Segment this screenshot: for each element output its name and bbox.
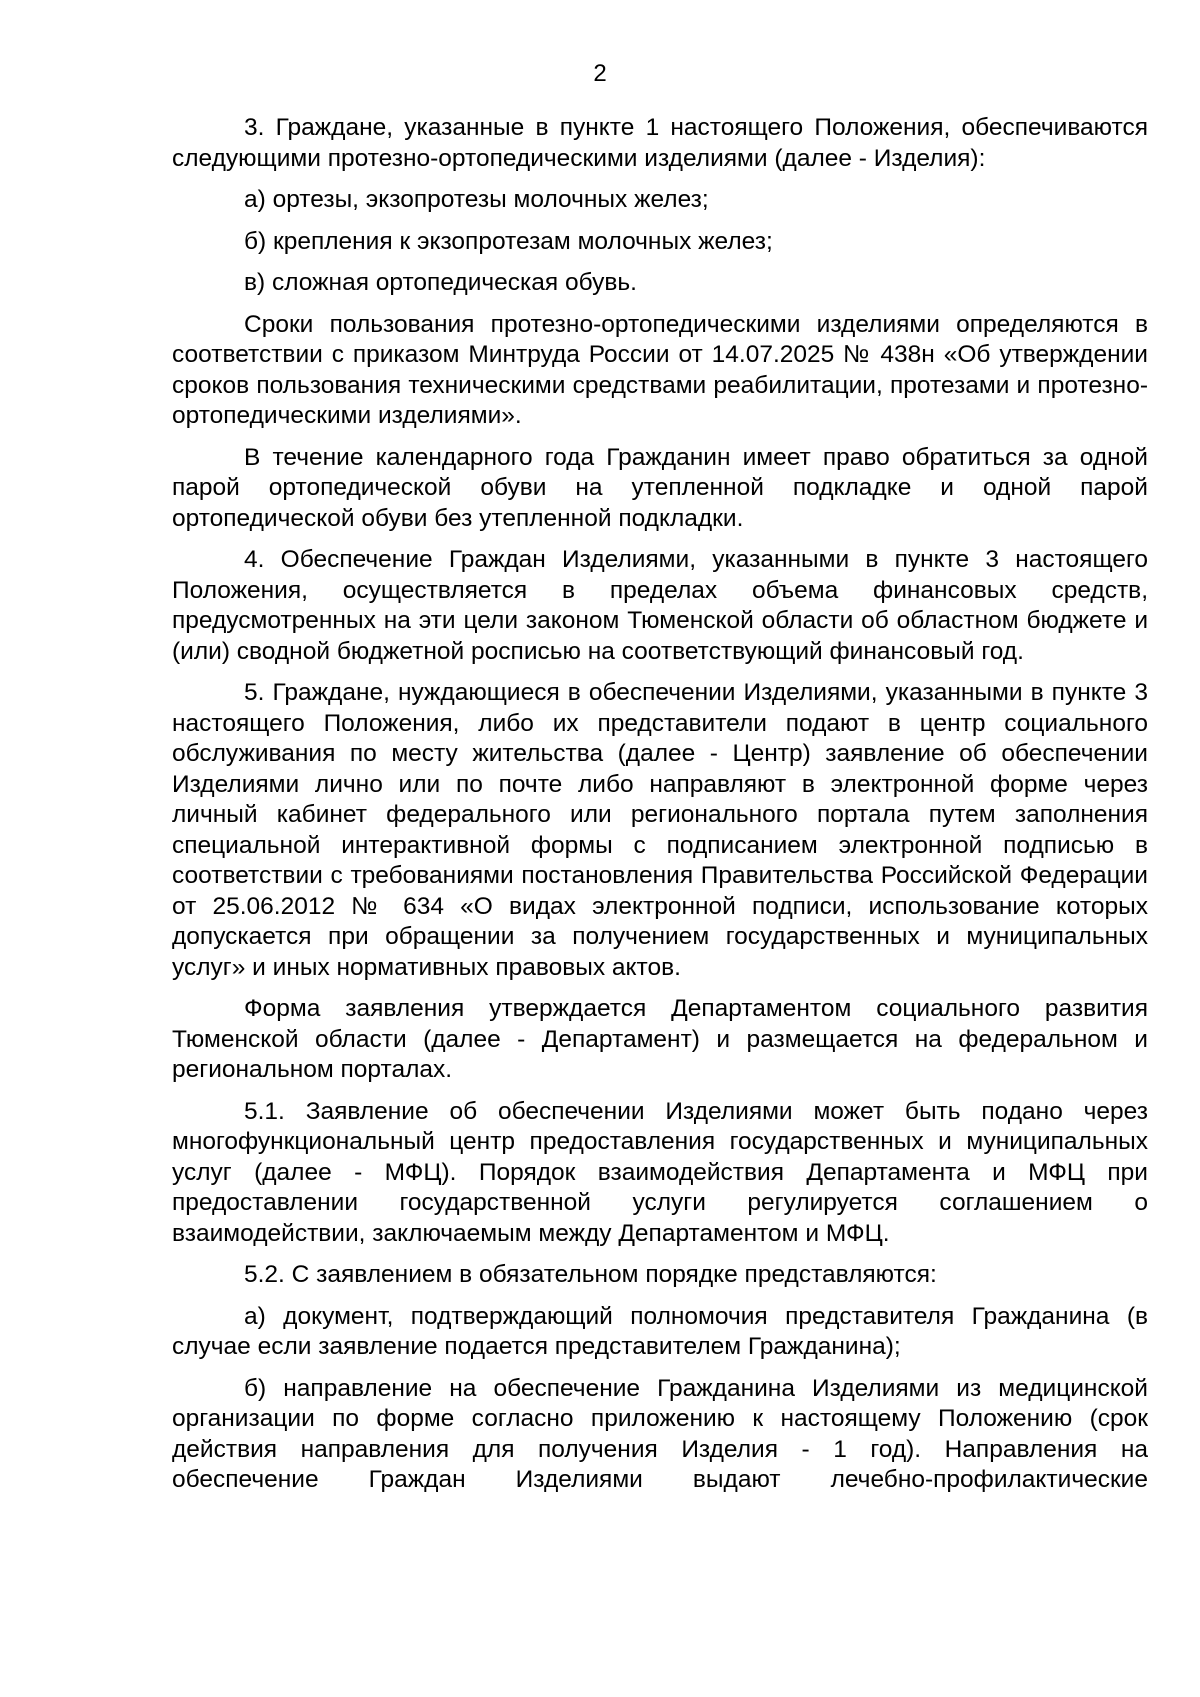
paragraph-item-5-2: 5.2. С заявлением в обязательном порядке представляются: xyxy=(244,1261,937,1288)
paragraph-application-form: Форма заявления утверждается Департаментом социального развития Тюменской области (далее - Департамент) и размещается на федеральном и региональном порталах. xyxy=(172,995,1148,1083)
paragraph-item-3: 3. Граждане, указанные в пункте 1 настоящего Положения, обеспечиваются следующими протезно-ортопедическими изделиями (далее - Изделия): xyxy=(172,114,1148,172)
list-item-a: а) ортезы, экзопротезы молочных желез; xyxy=(244,186,709,213)
document-body xyxy=(172,113,1148,1507)
paragraph-usage-terms: Сроки пользования протезно-ортопедическими изделиями определяются в соответствии с приказом Минтруда России от 14.07.2025 № 438н «Об утверждении сроков пользования техническими средствами реабилитации, протезами и протезно-ортопедическими изделиями». xyxy=(172,310,1148,429)
paragraph-calendar-year: В течение календарного года Гражданин имеет право обратиться за одной парой ортопедической обуви на утепленной подкладке и одной парой ортопедической обуви без утепленной подкладки. xyxy=(172,443,1148,532)
paragraph-item-5: 5. Граждане, нуждающиеся в обеспечении Изделиями, указанными в пункте 3 настоящего Положения, либо их представители подают в центр социального обслуживания по месту жительства (далее - Центр) заявление об обеспечении Изделиями лично или по почте либо направляют в электронной форме через личный кабинет федерального или регионального портала путем заполнения специальной интерактивной формы с подписанием электронной подписью в соответствии с требованиями постановления Правительства Российской Федерации от 25.06.2012 № 634 «О видах электронной подписи, использование которых допускается при обращении за получением государственных и муниципальных услуг» и иных нормативных правовых актов. xyxy=(172,679,1148,981)
list-item-5-2-b: б) направление на обеспечение Гражданина Изделиями из медицинской организации по форме согласно приложению к настоящему Положению (срок действия направления для получения Изделия - 1 год). Направления на обеспечение Граждан Изделиями выдают лечебно-профилактические xyxy=(172,1374,1148,1493)
paragraph-item-5-1: 5.1. Заявление об обеспечении Изделиями может быть подано через многофункциональный центр предоставления государственных и муниципальных услуг (далее - МФЦ). Порядок взаимодействия Департамента и МФЦ при предоставлении государственной услуги регулируется соглашением о взаимодействии, заключаемым между Департаментом и МФЦ. xyxy=(172,1097,1148,1247)
list-item-c: в) сложная ортопедическая обувь. xyxy=(244,269,637,296)
list-item-b: б) крепления к экзопротезам молочных желез; xyxy=(244,227,773,255)
page-number: 2 xyxy=(593,60,607,87)
list-item-5-2-a: а) документ, подтверждающий полномочия представителя Гражданина (в случае если заявление подается представителем Гражданина); xyxy=(172,1302,1148,1360)
paragraph-item-4: 4. Обеспечение Граждан Изделиями, указанными в пункте 3 настоящего Положения, осуществляется в пределах объема финансовых средств, предусмотренных на эти цели законом Тюменской области об областном бюджете и (или) сводной бюджетной росписью на соответствующий финансовый год. xyxy=(172,546,1148,665)
